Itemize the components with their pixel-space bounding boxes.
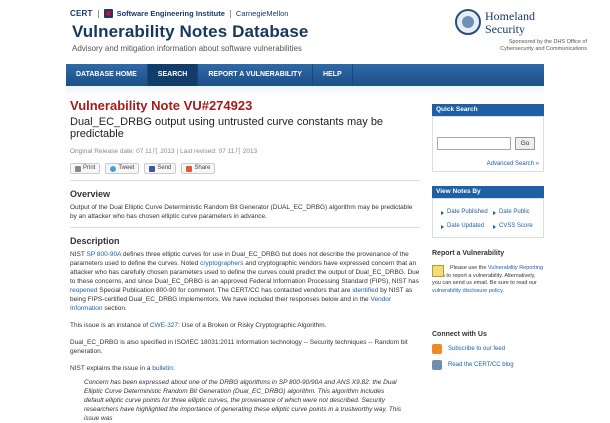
cwe-327-link[interactable]: CWE-327 <box>149 322 179 329</box>
dhs-sponsor-text: Sponsored by the DHS Office of Cybersecurity and Communications <box>500 39 587 52</box>
description-paragraph-4 <box>70 364 420 373</box>
description-paragraph-2 <box>70 321 420 330</box>
view-notes-heading: View Notes By <box>432 186 544 198</box>
print-label: Print <box>83 165 96 171</box>
report-body <box>432 265 544 325</box>
dhs-logo[interactable] <box>455 9 585 57</box>
go-button[interactable]: Go <box>515 137 535 150</box>
cryptographers-link[interactable]: cryptographers <box>200 260 244 267</box>
cert-blog-link[interactable]: Read the CERT/CC blog <box>448 362 514 368</box>
sidebar <box>432 104 544 370</box>
twitter-icon <box>110 166 116 172</box>
divider <box>98 10 99 18</box>
blog-icon <box>432 360 442 370</box>
divider <box>70 180 420 181</box>
nist-quote: Concern has been expressed about one of the DRBG algorithms in SP 800-90/90A and ANS X9.82: the Dual Elliptic Curve Deterministic Random Bit Generation (Dual_EC_DRBG) algorithm. This algorithm includes default elliptic curve points for three elliptic curves, the provenance of which were not described. Security researchers have highlighted the importance of generating these elliptic curve points in a trustworthy way. This issue was <box>84 379 402 422</box>
share-bar <box>70 163 420 174</box>
nav-database-home[interactable]: DATABASE HOME <box>66 64 148 86</box>
text: NIST <box>70 251 87 258</box>
vendor-information-link[interactable]: Vendor Information <box>70 296 392 312</box>
text: and cryptographic vendors have expressed concern that an attacker who has carefully chosen parameters used to define the curves could predict the output of Dual_EC_DRBG. Due to these concerns, and since Dual_EC_DRBG is an approved Federal Information Processing Standard (FIPS), NIST has <box>70 260 420 285</box>
vulnerability-reporting-form-link[interactable]: Vulnerability Reporting <box>487 265 544 271</box>
view-notes-box <box>432 198 544 238</box>
site-subtitle: Advisory and mitigation information about software vulnerabilities <box>72 44 302 53</box>
report-form-icon <box>432 265 444 277</box>
reopened-link[interactable]: reopened <box>70 287 98 294</box>
text: by NIST as being FIPS-certified Dual_EC_DRBG implementors. We have included their responses below and in the <box>70 287 413 303</box>
description-paragraph-1 <box>70 250 420 313</box>
subscribe-feed-link[interactable]: Subscribe to our feed <box>448 346 506 352</box>
overview-heading: Overview <box>70 189 111 199</box>
report-heading: Report a Vulnerability <box>432 250 505 257</box>
advanced-search-link[interactable]: Advanced Search » <box>486 161 539 167</box>
text: : <box>172 365 175 372</box>
connect-heading: Connect with Us <box>432 331 487 338</box>
identified-link[interactable]: identified <box>352 287 379 294</box>
share-button[interactable] <box>181 163 215 174</box>
description-heading: Description <box>70 236 120 246</box>
sei-logo-icon <box>104 9 113 18</box>
cert-logo-text: CERT <box>70 9 93 18</box>
main-content <box>70 98 420 423</box>
blog-row[interactable] <box>432 360 544 370</box>
quick-search-input[interactable] <box>437 137 511 150</box>
bulletin-link[interactable]: bulletin <box>152 365 173 372</box>
cmu-name: CarnegieMellon <box>235 9 289 18</box>
overview-text: Output of the Dual Elliptic Curve Deterministic Random Bit Generator (DUAL_EC_DRBG) algorithm may be predictable by an attacker who has chosen elliptic curve parameters in advance. <box>70 204 413 220</box>
sei-name: Software Engineering Institute <box>116 9 225 18</box>
share-icon <box>186 166 192 172</box>
nav-report-vulnerability[interactable]: REPORT A VULNERABILITY <box>198 64 313 86</box>
dhs-title-line2: Security <box>485 22 525 36</box>
dhs-seal-icon <box>455 9 481 35</box>
report-text <box>432 265 544 295</box>
date-public-link[interactable]: Date Public <box>499 209 530 215</box>
text: to report a vulnerability. Alternatively, you can send us email. Be sure to read our <box>432 272 537 286</box>
send-label: Send <box>157 165 172 171</box>
text: . <box>502 287 505 294</box>
connect-section <box>432 331 544 370</box>
rss-icon <box>432 344 442 354</box>
text: defines three elliptic curves for use in Dual_EC_DRBG but does not describe the provenance of the parameters used to define the curves. Noted <box>70 251 409 267</box>
share-label: Share <box>194 165 211 171</box>
cert-logo[interactable] <box>70 9 288 18</box>
text: : Use of a Broken or Risky Cryptographic Algorithm. <box>178 322 327 329</box>
report-vulnerability-section <box>432 250 544 325</box>
print-button[interactable] <box>70 163 100 174</box>
tweet-button[interactable] <box>105 163 139 174</box>
sp800-90a-link[interactable]: SP 800-90A <box>86 251 122 258</box>
divider <box>70 227 420 228</box>
note-subtitle: Dual_EC_DRBG output using untrusted curve constants may be predictable <box>70 116 384 140</box>
date-published-link[interactable]: Date Published <box>447 209 488 215</box>
dhs-title-line1: Homeland <box>485 9 535 23</box>
feed-row[interactable] <box>432 344 544 354</box>
quick-search-heading: Quick Search <box>432 104 544 116</box>
date-updated-link[interactable]: Date Updated <box>447 223 485 229</box>
site-title[interactable]: Vulnerability Notes Database <box>72 22 309 41</box>
cvss-score-link[interactable]: CVSS Score <box>499 223 533 229</box>
print-icon <box>75 166 81 172</box>
nav-search[interactable]: SEARCH <box>148 64 199 86</box>
note-title: Vulnerability Note VU#274923 <box>70 98 253 113</box>
divider <box>230 10 231 18</box>
text: Special Publication 800-90 for comment. The CERT/CC has contacted vendors that are <box>97 287 353 294</box>
nav-help[interactable]: HELP <box>313 64 353 86</box>
text: This issue is an instance of <box>70 322 150 329</box>
nav-shadow <box>66 86 544 96</box>
facebook-icon <box>149 166 155 172</box>
note-dates: Original Release date: 07 11月 2013 | Last revised: 07 11月 2013 <box>70 148 258 155</box>
disclosure-policy-link[interactable]: vulnerability disclosure policy <box>432 287 503 294</box>
tweet-label: Tweet <box>118 165 135 171</box>
text: Please use the <box>450 265 488 271</box>
send-button[interactable] <box>144 163 176 174</box>
text: NIST explains the issue in a <box>70 365 153 372</box>
quick-search-box <box>432 116 544 172</box>
text: section. <box>102 305 127 312</box>
description-paragraph-3: Dual_EC_DRBG is also specified in ISO/IEC 18031:2011 Information technology -- Security techniques -- Random bit generation. <box>70 339 408 355</box>
main-nav <box>66 64 544 86</box>
site-header <box>0 0 610 63</box>
